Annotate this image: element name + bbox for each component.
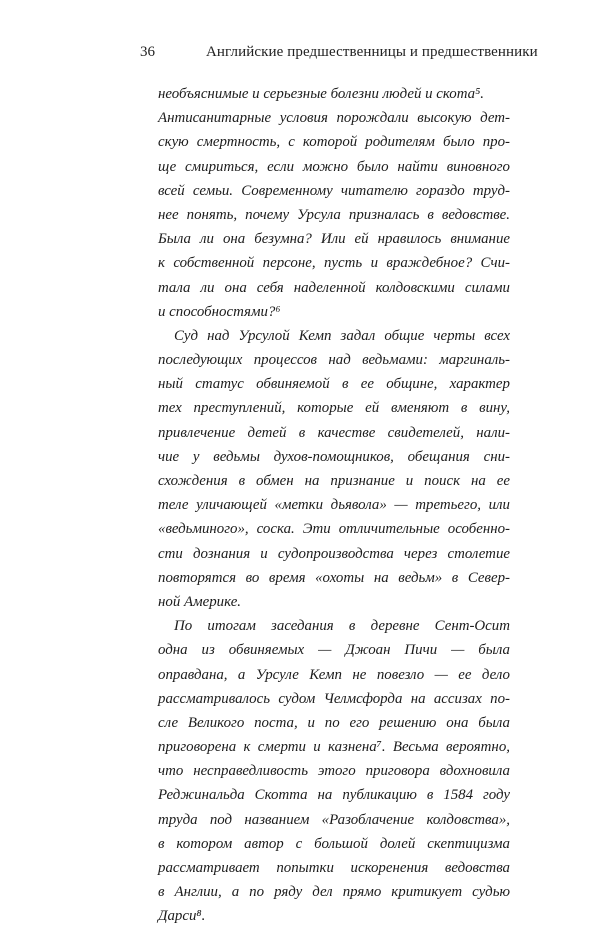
text-line: всей семьи. Современному читателю гораздо труд- [158, 182, 510, 199]
text-line: ный статус обвиняемой в ее общине, характер [158, 376, 510, 393]
text-line: и способностями?⁶ [158, 303, 281, 320]
text-line: в котором автор с большой долей скептицизма [158, 835, 510, 852]
text-line: Реджинальда Скотта на публикацию в 1584 году [158, 787, 510, 804]
text-line: тала ли она себя наделенной колдовскими силами [158, 279, 510, 296]
text-line: оправдана, а Урсуле Кемп не повезло — ее дело [158, 666, 510, 683]
text-line: «ведьминого», соска. Эти отличительные особенно- [158, 521, 510, 538]
text-line: сле Великого поста, и по его решению она была [158, 714, 510, 731]
text-line: к собственной персоне, пусть и враждебное? Счи- [158, 255, 510, 272]
text-line: нее понять, почему Урсула призналась в ведовстве. [158, 206, 510, 223]
text-line: рассматривает попытки искоренения ведовства [158, 860, 510, 876]
running-title: Английские предшественницы и предшественники [206, 44, 538, 60]
text-line: повторятся во время «охоты на ведьм» в Север- [158, 569, 510, 586]
text-line: приговорена к смерти и казнена⁷. Весьма вероятно, [158, 739, 510, 756]
text-line: схождения в обмен на признание и поиск на ее [158, 473, 510, 489]
text-line: в Англии, а по ряду дел прямо критикует судью [158, 884, 510, 901]
text-line: Была ли она безумна? Или ей нравилось внимание [158, 231, 510, 248]
text-line: привлечение детей в качестве свидетелей, нали- [158, 424, 510, 441]
text-line: теле уличающей «метки дьявола» — третьего, или [158, 497, 510, 514]
text-line: что несправедливость этого приговора вдохновила [158, 763, 510, 780]
text-line: ще смириться, если можно было найти виновного [158, 158, 510, 175]
text-line: последующих процессов над ведьмами: маргиналь- [158, 352, 510, 369]
text-line: Дарси⁸. [158, 908, 206, 925]
text-line: необъяснимые и серьезные болезни людей и скота⁵. [158, 86, 485, 102]
text-line: ной Америке. [158, 593, 242, 610]
text-line: рассматривалось судом Челмсфорда на ассизах по- [158, 690, 510, 707]
text-line: сти дознания и судопроизводства через столетие [158, 545, 510, 562]
text-line: тех преступлений, которые ей вменяют в вину, [158, 400, 510, 417]
text-line: чие у ведьмы духов-помощников, обещания сни- [158, 448, 510, 465]
page-header [140, 44, 538, 66]
text-line: По итогам заседания в деревне Сент-Осит [174, 618, 510, 635]
body-text [158, 82, 510, 929]
text-line: Антисанитарные условия порождали высокую дет- [158, 110, 510, 127]
text-line: скую смертность, с которой родителям было про- [158, 134, 510, 151]
text-line: одна из обвиняемых — Джоан Пичи — была [158, 642, 510, 659]
text-line: Суд над Урсулой Кемп задал общие черты всех [174, 327, 510, 344]
text-line: труда под названием «Разоблачение колдовства», [158, 811, 510, 828]
page-number: 36 [140, 44, 155, 60]
